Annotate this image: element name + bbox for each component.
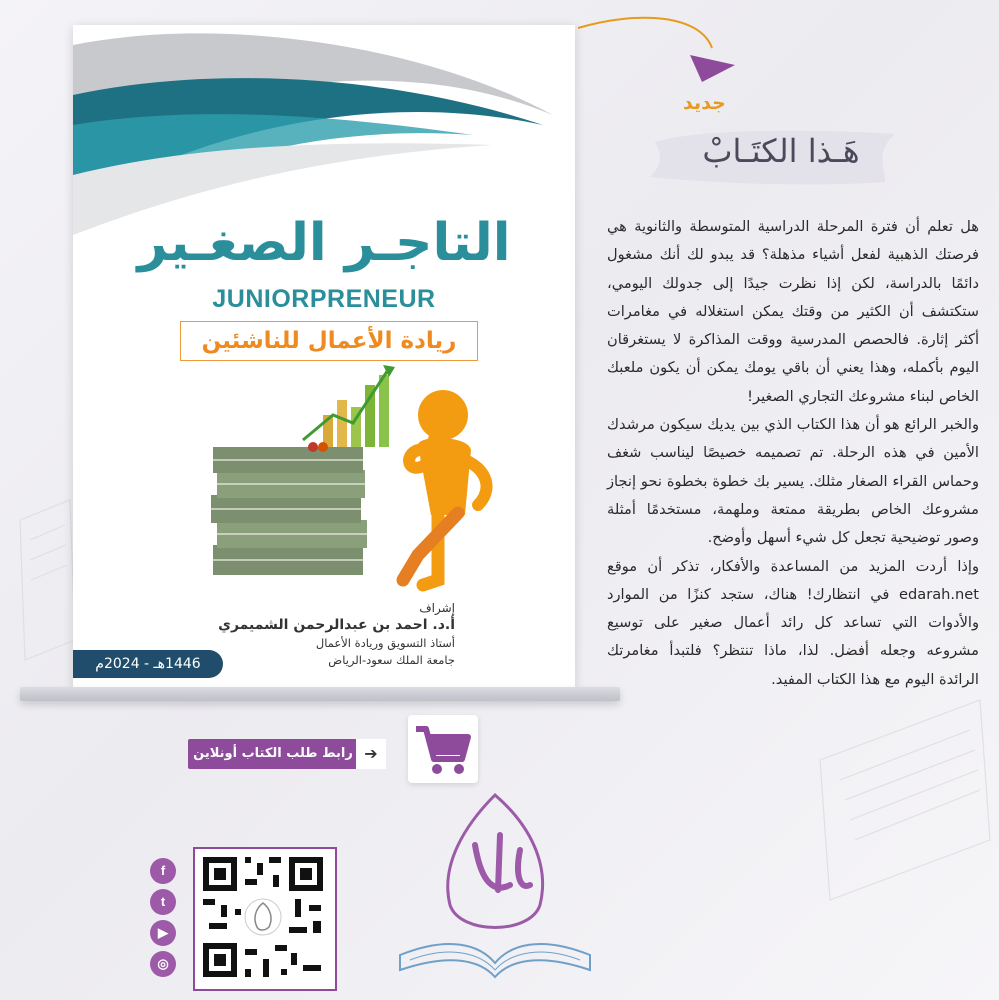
twitter-icon[interactable]: t xyxy=(150,889,176,915)
new-label: جديد xyxy=(683,92,726,114)
ijadah-logo xyxy=(380,785,610,995)
description-paragraph-3: وإذا أردت المزيد من المساعدة والأفكار، تذكر أن موقع edarah.net في انتظارك! هناك، ستجد كنزًا من الموارد والأدوات التي تساعد كل رائد أعمال صغير على توسيع مشروعه وجعله أفضل. لذا، ماذا تنتظر؟ فلتبدأ مغامرتك الرائدة اليوم مع هذا الكتاب المفيد. xyxy=(607,557,979,688)
book-title-ar: التاجـر الصغـير xyxy=(137,213,511,273)
section-heading: هَـذا الكتَـابْ xyxy=(702,132,860,170)
author-title: أستاذ التسويق وريادة الأعمال xyxy=(315,636,455,650)
shelf xyxy=(20,687,620,701)
youtube-icon[interactable]: ▶ xyxy=(150,920,176,946)
facebook-icon[interactable]: f xyxy=(150,858,176,884)
money-stack-character-illustration xyxy=(203,355,503,600)
shopping-cart-icon xyxy=(408,715,478,783)
book-cover xyxy=(73,25,575,687)
author-affiliation: جامعة الملك سعود-الرياض xyxy=(328,653,455,667)
supervisor-block xyxy=(218,601,455,667)
arrow-right-icon[interactable]: ➔ xyxy=(356,739,386,769)
instagram-icon[interactable]: ◎ xyxy=(150,951,176,977)
book-title-en: JUNIORPRENEUR xyxy=(212,285,436,313)
year-badge: 1446هـ - 2024م xyxy=(73,650,223,678)
description-paragraph-2: والخبر الرائع هو أن هذا الكتاب الذي بين يديك سيكون مرشدك الأمين في هذه الرحلة. تم تصميمه خصيصًا ليناسب شغف وحماس القراء الصغار مثلك. يسير بك خطوة بخطوة نحو إنجاز مشروعك الخاص بطريقة ممتعة وملهمة، مستخدمًا أمثلة وصور توضيحية تجعل كل شيء أسهل وأوضح. xyxy=(607,416,979,547)
book-subtitle-ar: ريادة الأعمال للناشئين xyxy=(180,321,478,361)
shopping-cart-button[interactable] xyxy=(408,715,478,783)
book-description xyxy=(607,213,979,694)
qr-code-pattern xyxy=(195,849,331,985)
supervision-label: إشراف xyxy=(419,601,455,615)
description-paragraph-1: هل تعلم أن فترة المرحلة الدراسية المتوسطة والثانوية هي فرصتك الذهبية لفعل أشياء مذهلة؟ قد يبدو لك أنك مشغول دائمًا بالدراسة، لكن إذا نظرت جيدًا إلى جدولك اليومي، ستكتشف أن الكثير من وقتك يمكن استغلاله في مغامرات أكثر إثارة. فالحصص المدرسية ووقت المذاكرة لا يستغرقان اليوم بأكمله، وهذا يعني أن باقي يومك يمكن أن يكون ملعبك الخاص لبناء مشروعك التجاري الصغير! xyxy=(607,218,979,405)
order-book-link[interactable]: رابط طلب الكتاب أونلاين xyxy=(188,739,358,769)
author-name: أ.د. احمد بن عبدالرحمن الشميمري xyxy=(218,617,455,633)
qr-code[interactable] xyxy=(193,847,337,991)
